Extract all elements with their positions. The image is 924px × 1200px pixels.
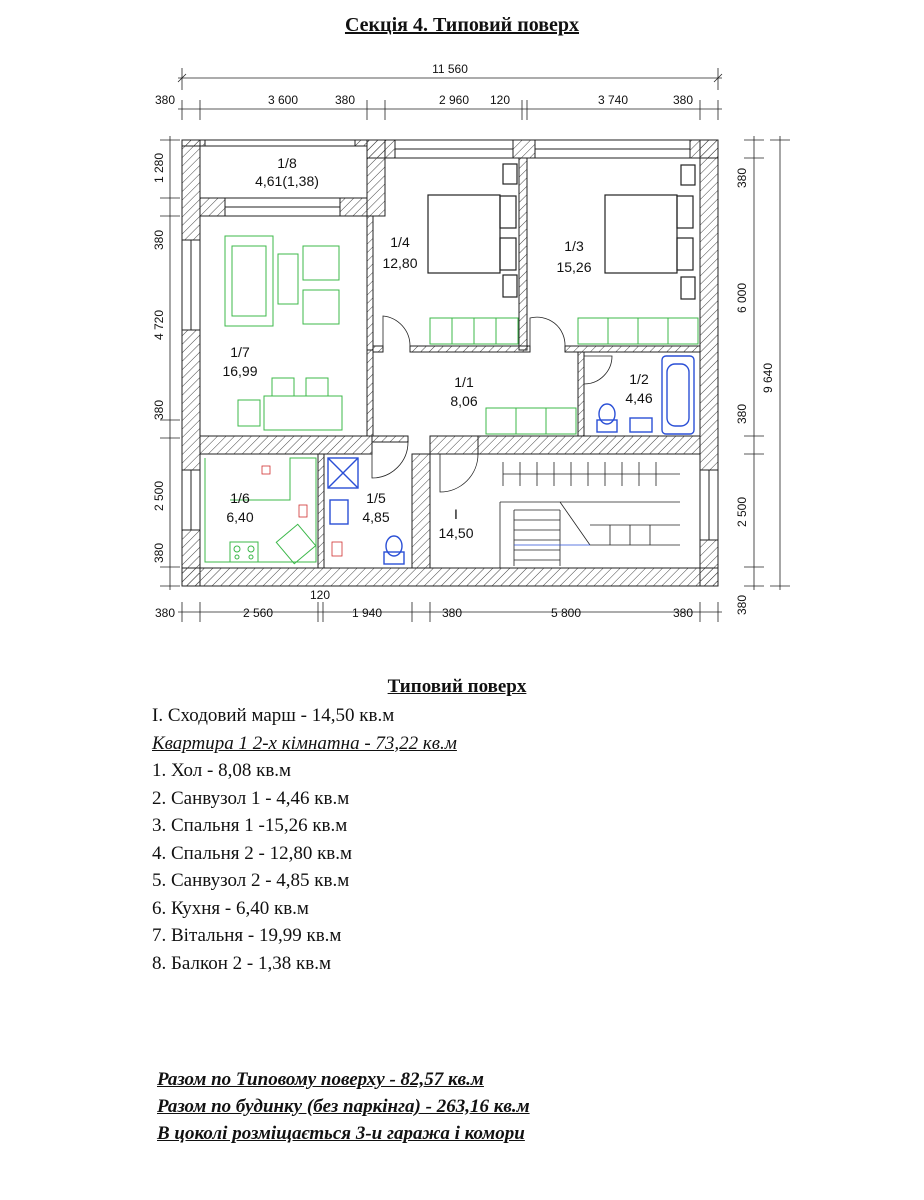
- dim-left-6: 380: [152, 542, 166, 564]
- dim-left-4: 380: [152, 399, 166, 421]
- room-1-6-id: 1/6: [230, 490, 250, 506]
- dim-left-1: 1 280: [152, 152, 166, 184]
- room-1-7-area: 16,99: [222, 363, 258, 379]
- dim-bottom-2: 2 560: [242, 606, 274, 620]
- room-1-3-id: 1/3: [564, 238, 584, 254]
- dim-top-total: 11 560: [432, 62, 468, 76]
- dim-right-4: 2 500: [735, 496, 749, 528]
- dim-left-5: 2 500: [152, 480, 166, 512]
- room-1-2-id: 1/2: [629, 371, 649, 387]
- dim-top-5: 120: [489, 93, 511, 107]
- beds: [428, 164, 695, 299]
- basement-note: В цоколі розміщається 3-и гаража і комори: [157, 1123, 525, 1144]
- room-1-4-id: 1/4: [390, 234, 410, 250]
- legend-title: Типовий поверх: [387, 676, 527, 697]
- legend-item-3: 3. Спальня 1 -15,26 кв.м: [152, 815, 348, 836]
- legend-apartment: Квартира 1 2-х кімнатна - 73,22 кв.м: [152, 732, 457, 754]
- dim-top-6: 3 740: [597, 93, 629, 107]
- legend-item-8: 8. Балкон 2 - 1,38 кв.м: [152, 952, 331, 974]
- dim-bottom-1: 380: [154, 606, 176, 620]
- legend-item-7: 7. Вітальня - 19,99 кв.м: [152, 925, 342, 946]
- room-1-1-id: 1/1: [454, 374, 474, 390]
- room-1-1-area: 8,06: [450, 393, 478, 409]
- dim-right-total: 9 640: [761, 362, 775, 394]
- dim-bottom-mid: 120: [309, 588, 331, 602]
- room-1-4-area: 12,80: [382, 255, 418, 271]
- room-1-5-area: 4,85: [362, 509, 390, 525]
- room-stair-area: 14,50: [438, 525, 474, 541]
- dim-top-2: 3 600: [267, 93, 299, 107]
- legend-stair: I. Сходовий марш - 14,50 кв.м: [152, 705, 395, 726]
- room-1-5-id: 1/5: [366, 490, 386, 506]
- page-title: Секція 4. Типовий поверх: [344, 14, 580, 36]
- legend-item-4: 4. Спальня 2 - 12,80 кв.м: [152, 842, 353, 864]
- room-1-6-area: 6,40: [226, 509, 254, 525]
- room-1-8-area: 4,61(1,38): [255, 173, 319, 189]
- dim-top-1: 380: [154, 93, 176, 107]
- dim-bottom-6: 380: [672, 606, 694, 620]
- dim-right-1: 380: [735, 167, 749, 189]
- room-1-7-id: 1/7: [230, 344, 250, 360]
- total-building: Разом по будинку (без паркінга) - 263,16 кв.м: [157, 1096, 530, 1117]
- room-stair-id: I: [454, 506, 458, 522]
- dim-top-7: 380: [672, 93, 694, 107]
- dim-left-3: 4 720: [152, 309, 166, 341]
- dim-top-4: 2 960: [438, 93, 470, 107]
- dim-bottom-5: 5 800: [550, 606, 582, 620]
- dim-right-5: 380: [735, 594, 749, 616]
- legend-item-1: 1. Хол - 8,08 кв.м: [152, 760, 292, 781]
- dim-left-2: 380: [152, 229, 166, 251]
- sanitary: [328, 356, 694, 564]
- dim-right-3: 380: [735, 403, 749, 425]
- room-1-8-id: 1/8: [277, 155, 297, 171]
- dim-bottom-3: 1 940: [351, 606, 383, 620]
- dim-top-3: 380: [334, 93, 356, 107]
- dim-bottom-4: 380: [441, 606, 463, 620]
- totals-block: [157, 1066, 530, 1147]
- room-1-3-area: 15,26: [556, 259, 592, 275]
- legend-item-6: 6. Кухня - 6,40 кв.м: [152, 897, 309, 919]
- legend-item-5: 5. Санвузол 2 - 4,85 кв.м: [152, 870, 350, 891]
- legend-item-2: 2. Санвузол 1 - 4,46 кв.м: [152, 787, 350, 809]
- doors: [372, 316, 612, 492]
- total-floor: Разом по Типовому поверху - 82,57 кв.м: [157, 1069, 484, 1090]
- dim-right-2: 6 000: [735, 282, 749, 314]
- area-legend: [152, 676, 852, 977]
- stairs: [500, 462, 680, 568]
- room-1-2-area: 4,46: [625, 390, 653, 406]
